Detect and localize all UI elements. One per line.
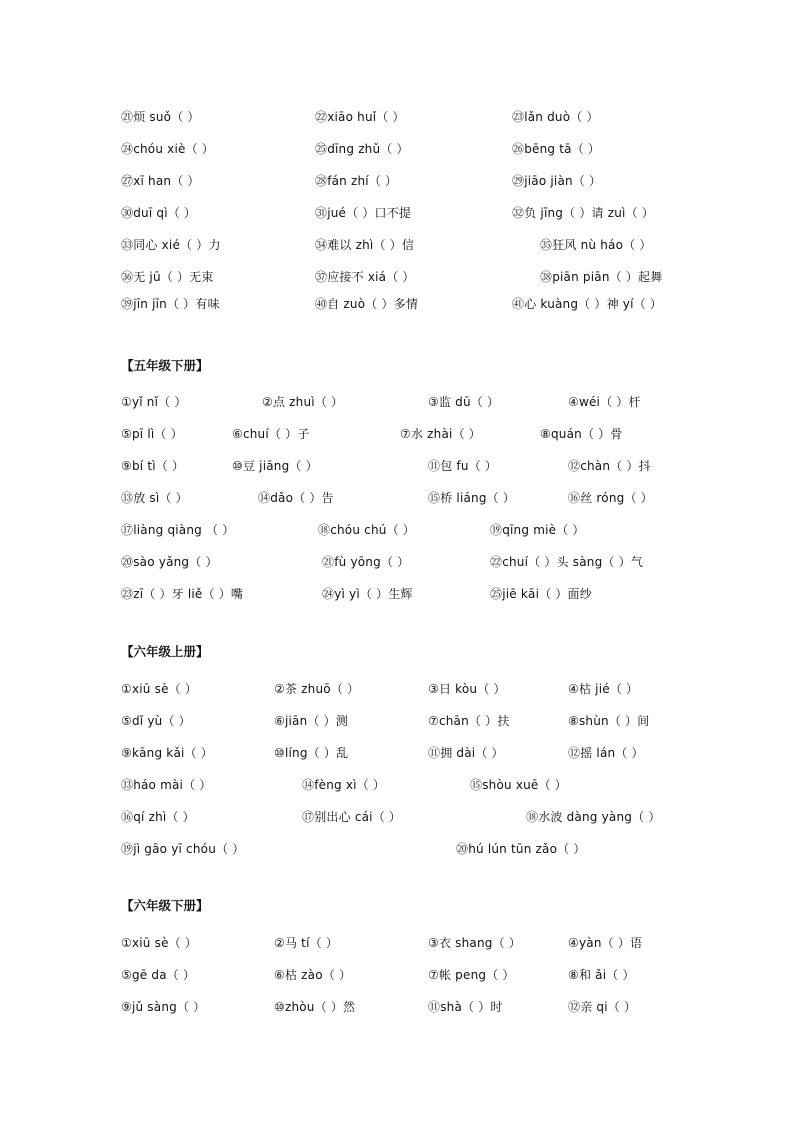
fill-in-item: ①yǐ nǐ（ ） [121, 395, 187, 409]
fill-in-item: ⑨kāng kǎi（ ） [121, 746, 213, 760]
fill-in-item: ㉖bēng tā（ ） [512, 142, 601, 156]
item-row [0, 138, 794, 160]
fill-in-item: ㉝同心 xié（ ）力 [121, 238, 221, 252]
fill-in-item: ⑪包 fu（ ） [428, 459, 498, 473]
section-heading: 【五年级下册】 [121, 358, 209, 373]
fill-in-item: ⑮桥 liáng（ ） [428, 491, 516, 505]
fill-in-item: ⑦帐 peng（ ） [428, 968, 515, 982]
fill-in-item: ⑭fèng xì（ ） [302, 778, 386, 792]
fill-in-item: ⑪shà（ ）时 [428, 1000, 503, 1014]
fill-in-item: ㊳piān piān（ ）起舞 [540, 270, 663, 284]
fill-in-item: ㉒xiāo huǐ（ ） [315, 110, 405, 124]
fill-in-item: ③监 dū（ ） [428, 395, 500, 409]
item-row [0, 519, 794, 541]
item-row [0, 202, 794, 224]
fill-in-item: ㉔yì yì（ ）生辉 [322, 587, 413, 601]
fill-in-item: ㊲应接不 xiá（ ） [315, 270, 415, 284]
fill-in-item: ④wéi（ ）杆 [568, 395, 641, 409]
fill-in-item: ⑲jì gāo yī chóu（ ） [121, 842, 245, 856]
fill-in-item: ⑰liàng qiàng （ ） [121, 523, 235, 537]
section-heading: 【六年级上册】 [121, 644, 209, 659]
section-heading: 【六年级下册】 [121, 898, 209, 913]
fill-in-item: ⑯qí zhì（ ） [121, 810, 195, 824]
fill-in-item: ⑨jǔ sàng（ ） [121, 1000, 206, 1014]
fill-in-item: ⑦chān（ ）扶 [428, 714, 510, 728]
fill-in-item: ⑰别出心 cái（ ） [302, 810, 402, 824]
fill-in-item: ㉟狂风 nù háo（ ） [540, 238, 652, 252]
fill-in-item: ㊶心 kuàng（ ）神 yí（ ） [512, 297, 663, 311]
fill-in-item: ㉕dīng zhǔ（ ） [315, 142, 409, 156]
item-row [0, 710, 794, 732]
fill-in-item: ⑤pī lì（ ） [121, 427, 183, 441]
fill-in-item: ⑬háo mài（ ） [121, 778, 212, 792]
item-row [0, 391, 794, 413]
fill-in-item: ㉒chuí（ ）头 sàng（ ）气 [490, 555, 644, 569]
item-row [0, 455, 794, 477]
fill-in-item: ㉛jué（ ）口不提 [315, 206, 412, 220]
fill-in-item: ⑫chàn（ ）抖 [568, 459, 651, 473]
fill-in-item: ⑥枯 zào（ ） [274, 968, 352, 982]
fill-in-item: ㉓lǎn duò（ ） [512, 110, 599, 124]
fill-in-item: ㉚duī qì（ ） [121, 206, 197, 220]
fill-in-item: ⑧和 ǎi（ ） [568, 968, 635, 982]
fill-in-item: ③日 kòu（ ） [428, 682, 506, 696]
fill-in-item: ㉔chóu xiè（ ） [121, 142, 214, 156]
fill-in-item: ⑨bí tì（ ） [121, 459, 185, 473]
fill-in-item: ㉞难以 zhì（ ）信 [315, 238, 415, 252]
fill-in-item: ㉜负 jīng（ ）请 zuì（ ） [512, 206, 654, 220]
fill-in-item: ⑩zhòu（ ）然 [274, 1000, 356, 1014]
item-row [0, 996, 794, 1018]
fill-in-item: ⑩líng（ ）乱 [274, 746, 349, 760]
fill-in-item: ㉘fán zhí（ ） [315, 174, 398, 188]
fill-in-item: ㉕jiē kāi（ ）面纱 [490, 587, 592, 601]
fill-in-item: ②点 zhuì（ ） [262, 395, 344, 409]
fill-in-item: ㊵自 zuò（ ）多情 [315, 297, 419, 311]
fill-in-item: ⑲qīng miè（ ） [490, 523, 585, 537]
item-row [0, 234, 794, 256]
fill-in-item: ⑳sào yǎng（ ） [121, 555, 218, 569]
item-row [0, 170, 794, 192]
item-row [0, 774, 794, 796]
item-row [0, 964, 794, 986]
fill-in-item: ㉙jiāo jiàn（ ） [512, 174, 602, 188]
fill-in-item: ⑫摇 lán（ ） [568, 746, 644, 760]
fill-in-item: ⑫亲 qi（ ） [568, 1000, 637, 1014]
fill-in-item: ⑬放 sì（ ） [121, 491, 188, 505]
item-row [0, 678, 794, 700]
fill-in-item: ①xiū sè（ ） [121, 936, 198, 950]
fill-in-item: ⑩豆 jiāng（ ） [232, 459, 318, 473]
item-row [0, 806, 794, 828]
item-row [0, 293, 794, 315]
item-row [0, 551, 794, 573]
fill-in-item: ⑧quán（ ）骨 [540, 427, 623, 441]
item-row [0, 583, 794, 605]
fill-in-item: ㉑fù yōng（ ） [322, 555, 410, 569]
fill-in-item: ②茶 zhuō（ ） [274, 682, 360, 696]
fill-in-item: ⑯丝 róng（ ） [568, 491, 653, 505]
item-row [0, 742, 794, 764]
item-row [0, 838, 794, 860]
fill-in-item: ⑪拥 dài（ ） [428, 746, 504, 760]
item-row [0, 932, 794, 954]
fill-in-item: ④枯 jié（ ） [568, 682, 639, 696]
fill-in-item: ⑦水 zhài（ ） [400, 427, 481, 441]
fill-in-item: ③衣 shang（ ） [428, 936, 522, 950]
fill-in-item: ④yàn（ ）语 [568, 936, 643, 950]
fill-in-item: ⑮shòu xuē（ ） [470, 778, 567, 792]
item-row [0, 266, 794, 288]
fill-in-item: ⑱chóu chú（ ） [318, 523, 415, 537]
fill-in-item: ㊴jīn jīn（ ）有味 [121, 297, 220, 311]
fill-in-item: ⑤gē da（ ） [121, 968, 196, 982]
fill-in-item: ⑱水波 dàng yàng（ ） [526, 810, 661, 824]
fill-in-item: ⑧shùn（ ）间 [568, 714, 650, 728]
fill-in-item: ⑥chuí（ ）子 [232, 427, 310, 441]
item-row [0, 423, 794, 445]
item-row [0, 487, 794, 509]
fill-in-item: ㉓zī（ ）牙 liě（ ）嘴 [121, 587, 244, 601]
fill-in-item: ⑳hú lún tūn zǎo（ ） [456, 842, 586, 856]
fill-in-item: ㊱无 jū（ ）无束 [121, 270, 214, 284]
fill-in-item: ①xiū sè（ ） [121, 682, 198, 696]
fill-in-item: ㉑烦 suǒ（ ） [121, 110, 200, 124]
fill-in-item: ⑤dǐ yù（ ） [121, 714, 191, 728]
fill-in-item: ㉗xī han（ ） [121, 174, 200, 188]
fill-in-item: ②马 tí（ ） [274, 936, 339, 950]
fill-in-item: ⑭dǎo（ ）告 [258, 491, 334, 505]
fill-in-item: ⑥jiān（ ）测 [274, 714, 348, 728]
item-row [0, 106, 794, 128]
